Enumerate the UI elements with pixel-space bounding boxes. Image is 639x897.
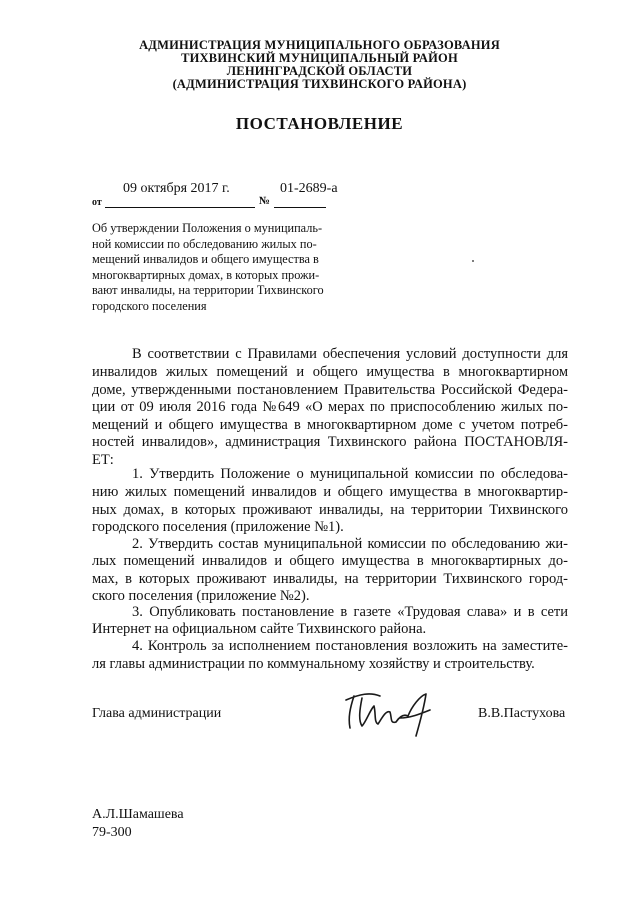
number-label: № [259, 195, 271, 207]
document-title: ПОСТАНОВЛЕНИЕ [235, 114, 404, 133]
subject-line: многоквартирных домах, в которых прожи- [92, 268, 320, 282]
body-line: 2. Утвердить состав муниципальной комиссии по обследованию жи- [132, 536, 568, 552]
body-line: мах, в которых проживают инвалиды, на территории Тихвинского город- [92, 571, 568, 587]
body-line: ностей инвалидов», администрация Тихвинского района ПОСТАНОВЛЯ- [92, 434, 568, 450]
body-line: ции от 09 июля 2016 года №649 «О мерах по приспособлению жилых по- [92, 399, 568, 415]
header-line-4: (АДМИНИСТРАЦИЯ ТИХВИНСКОГО РАЙОНА) [172, 77, 467, 91]
body-line: городского поселения (приложение №1). [92, 519, 344, 535]
header-line-2: ТИХВИНСКИЙ МУНИЦИПАЛЬНЫЙ РАЙОН [181, 51, 458, 65]
date-label: от [92, 197, 102, 208]
body-line: инвалидов жилых помещений и общего имущества в многоквартирном [92, 364, 568, 380]
signatory-name: В.В.Пастухова [478, 706, 566, 721]
body-line: ля главы администрации по коммунальному хозяйству и строительству. [92, 656, 535, 672]
scan-speck [472, 260, 474, 262]
subject-line: ной комиссии по обследованию жилых по- [92, 237, 317, 251]
executor-phone: 79-300 [92, 825, 132, 840]
handwritten-signature [340, 688, 440, 738]
body-line: 4. Контроль за исполнением постановления возложить на заместите- [132, 638, 568, 654]
body-line: нию жилых помещений инвалидов и общего имущества в многоквартир- [92, 484, 568, 500]
body-line: ЕТ: [92, 452, 114, 468]
executor-name: А.Л.Шамашева [92, 807, 184, 822]
signatory-position: Глава администрации [92, 706, 222, 721]
body-line: ных домах, в которых проживают инвалиды, на территории Тихвинского [92, 502, 568, 518]
body-line: Интернет на официальном сайте Тихвинского района. [92, 621, 427, 637]
number-underline [274, 207, 326, 208]
header-line-3: ЛЕНИНГРАДСКОЙ ОБЛАСТИ [226, 64, 413, 78]
subject-line: Об утверждении Положения о муниципаль- [92, 221, 323, 235]
subject-line: вают инвалиды, на территории Тихвинского [92, 283, 324, 297]
body-line: 1. Утвердить Положение о муниципальной комиссии по обследова- [132, 466, 568, 482]
body-line: В соответствии с Правилами обеспечения условий доступности для [132, 346, 568, 362]
body-line: доме, утвержденными постановлением Правительства Российской Федера- [92, 382, 568, 398]
body-line: мещений и общего имущества в многоквартирном доме с учетом потреб- [92, 417, 568, 433]
subject-line: мещений инвалидов и общего имущества в [92, 252, 319, 266]
document-date: 09 октября 2017 г. [123, 181, 230, 196]
body-line: ского поселения (приложение №2). [92, 588, 310, 604]
body-line: 3. Опубликовать постановление в газете «Трудовая слава» и в сети [132, 604, 568, 620]
header-line-1: АДМИНИСТРАЦИЯ МУНИЦИПАЛЬНОГО ОБРАЗОВАНИЯ [139, 38, 500, 52]
subject-line: городского поселения [92, 299, 207, 313]
document-number: 01-2689-а [280, 181, 338, 196]
date-underline [105, 207, 255, 208]
body-line: лых помещений инвалидов и общего имущества в многоквартирных до- [92, 553, 568, 569]
